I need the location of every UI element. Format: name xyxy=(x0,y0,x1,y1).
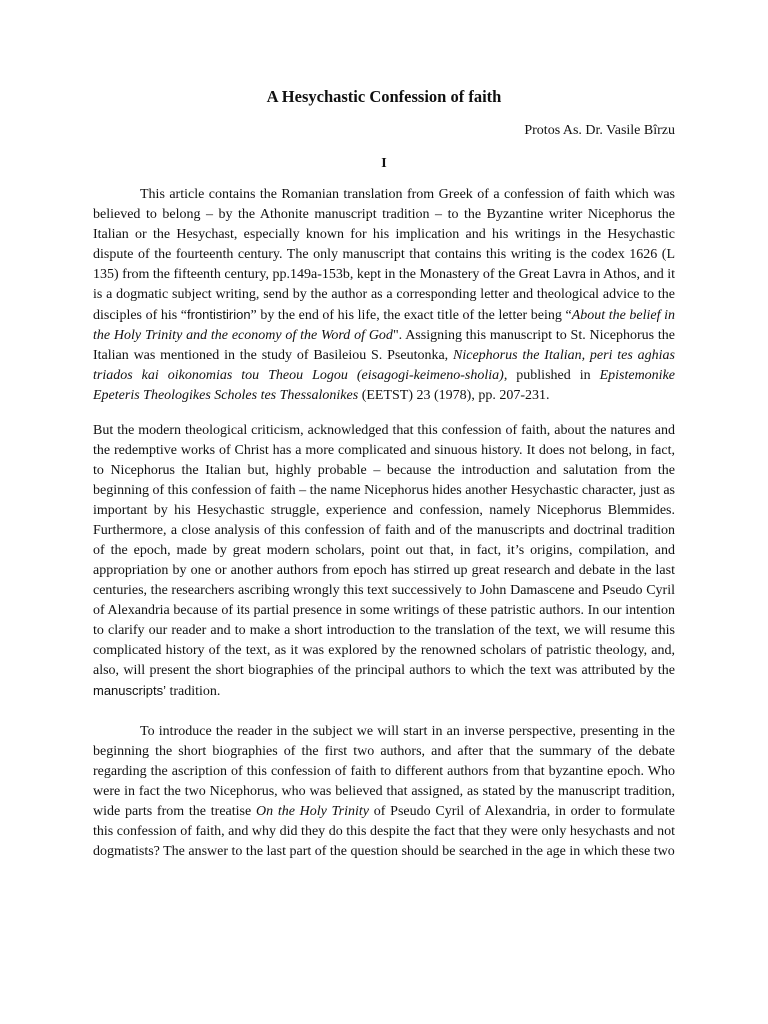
italic-text: Nicephorus the Italian, peri tes aghias triados kai oikonomias tou Theou Logou (eisagogi-keimeno-sholia) xyxy=(93,348,676,383)
author-line: Protos As. Dr. Vasile Bîrzu xyxy=(524,123,675,138)
paragraph-2: But the modern theological criticism, acknowledged that this confession of faith, about the natures and the redemptive works of Christ has a more complicated and sinuous history. It does not belong, in fact, to Nicephorus the Italian but, highly probable – because the introduction and salutation from the beginning of this confession of faith – the name Nicephorus hides another Hesychastic character, just as important by his Hesychastic struggle, experience and confession, namely Nicephorus Blemmides. Furthermore, a close analysis of this confession of faith and of the manuscripts and doctrinal tradition of the epoch, made by great modern scholars, point out that, in fact, it’s origins, compilation, and appropriation by one or another authors from epoch has stirred up great research and debate in the last centuries, the researchers ascribing wrongly this text successively to John Damascene and Pseudo Cyril of Alexandria because of its partial presence in some writings of these patristic authors. In our intention to clarify our reader and to make a short introduction to the translation of the text, we will resume this complicated history of the text, as it was explored by the renowned scholars of patristic theology, and, also, will present the short biographies of the principal authors to which the text was attributed by the manuscripts’ tradition. xyxy=(93,423,675,699)
italic-text: About the belief in the Holy Trinity and the economy of the Word of God xyxy=(93,308,675,343)
italic-text: On the Holy Trinity xyxy=(255,804,369,819)
document-body xyxy=(93,185,675,862)
alt-font-text: manuscripts’ xyxy=(93,683,166,698)
document-title: A Hesychastic Confession of faith xyxy=(266,87,502,106)
alt-font-text: frontistirion xyxy=(186,307,251,322)
italic-text: Epistemonike Epeteris Theologikes Scholes tes Thessalonikes xyxy=(93,368,675,403)
paragraph-3: To introduce the reader in the subject we will start in an inverse perspective, presenting in the beginning the short biographies of the first two authors, and after that the summary of the debate regarding the ascription of this confession of faith to different authors from that byzantine epoch. Who were in fact the two Nicephorus, who was believed that assigned, as stated by the manuscript tradition, wide parts from the treatise On the Holy Trinity of Pseudo Cyril of Alexandria, in order to formulate this confession of faith, and why did they do this despite the fact that they were only hesychasts and not dogmatists? The answer to the last part of the question should be searched in the age in which these two xyxy=(93,724,676,859)
paragraph-1: This article contains the Romanian translation from Greek of a confession of faith which was believed to belong – by the Athonite manuscript tradition – to the Byzantine writer Nicephorus the Italian or the Hesychast, especially known for his implication and his writings in the Hesychastic dispute of the fourteenth century. The only manuscript that contains this writing is the codex 1626 (L 135) from the fifteenth century, pp.149a-153b, kept in the Monastery of the Great Lavra in Athos, and it is a dogmatic subject writing, send by the author as a corresponding letter and theological advice to the disciples of his “frontistirion” by the end of his life, the exact title of the letter being “About the belief in the Holy Trinity and the economy of the Word of God". Assigning this manuscript to St. Nicephorus the Italian was mentioned in the study of Basileiou S. Pseutonka, Nicephorus the Italian, peri tes aghias triados kai oikonomias tou Theou Logou (eisagogi-keimeno-sholia), published in Epistemonike Epeteris Theologikes Scholes tes Thessalonikes (EETST) 23 (1978), pp. 207-231. xyxy=(93,187,676,403)
section-number: I xyxy=(381,156,387,171)
